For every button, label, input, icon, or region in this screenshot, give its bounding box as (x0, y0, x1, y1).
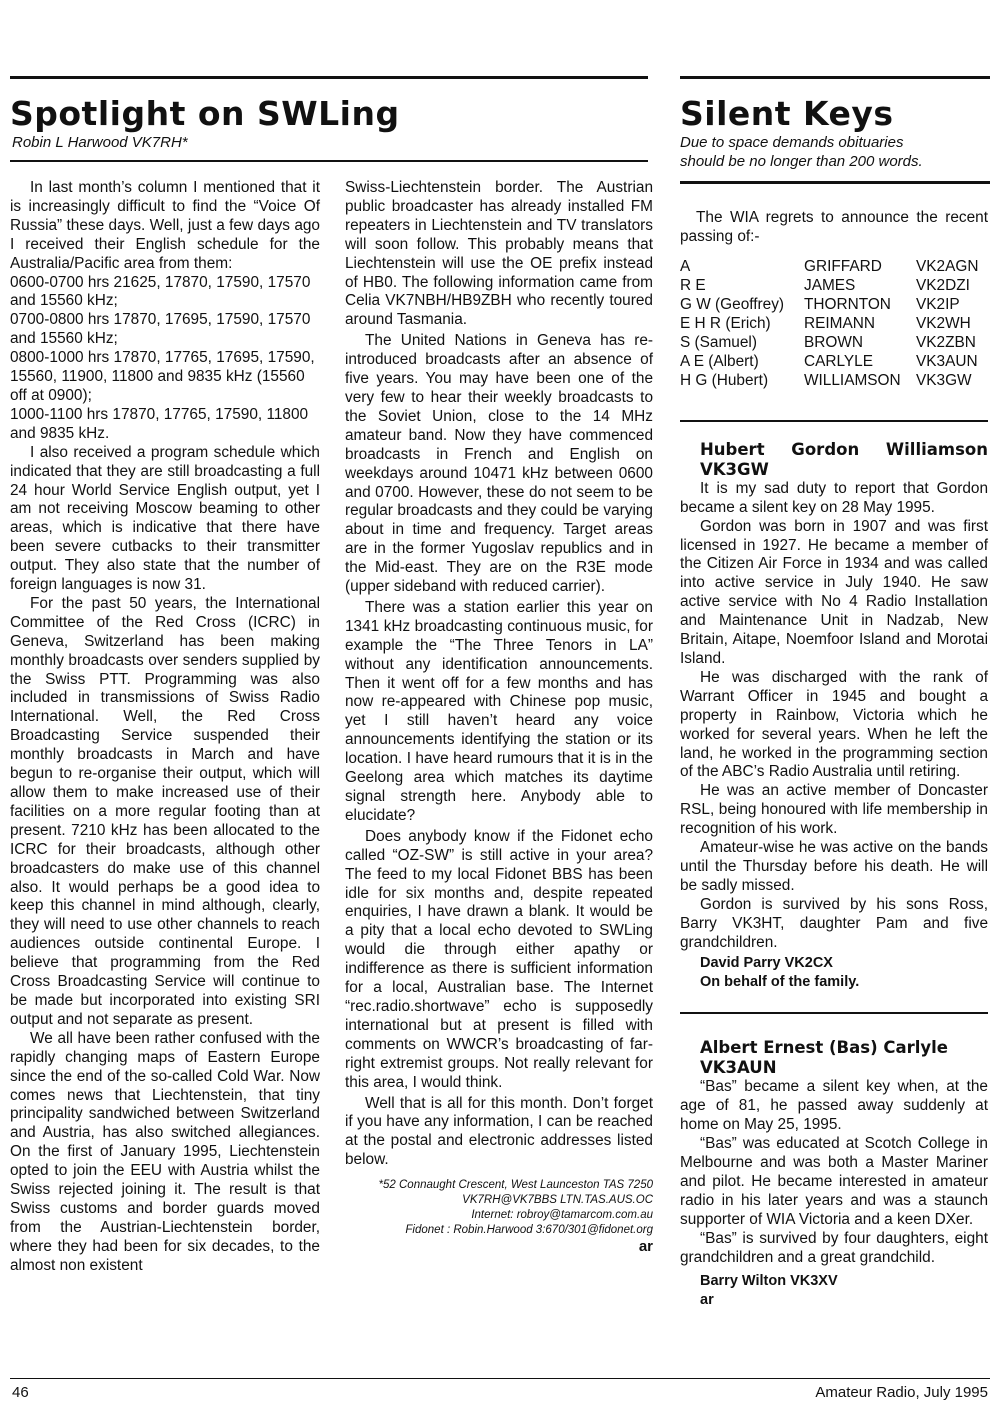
death-call: VK2ZBN (916, 333, 976, 351)
footer-rule (10, 1378, 990, 1379)
death-row (680, 333, 988, 352)
paragraph: Well that is all for this month. Don’t forget if you have any information, I can be reached at the postal and electronic addresses listed below. (345, 1094, 653, 1169)
top-rule-left (10, 76, 648, 79)
schedule-line: 0700-0800 hrs 17870, 17695, 17590, 17570 and 15560 kHz; (10, 311, 311, 348)
silent-keys-column (680, 209, 988, 1310)
publication-name-date: Amateur Radio, July 1995 (815, 1384, 988, 1401)
page-number: 46 (12, 1384, 29, 1401)
death-surname: REIMANN (804, 314, 875, 332)
silent-keys-subtitle-line-2: should be no longer than 200 words. (680, 153, 923, 170)
obit2-heading-line-1: Albert Ernest (Bas) Carlyle (700, 1038, 948, 1058)
spotlight-column-2 (345, 179, 653, 1257)
schedule-line: 1000-1100 hrs 17870, 17765, 17590, 11800 and 9835 kHz. (10, 405, 309, 442)
schedule-line: 0800-1000 hrs 17870, 17765, 17695, 17590, 15560, 11900, 11800 and 9835 kHz (15560 off at 0900); (10, 349, 315, 404)
footnote-line: Internet: robroy@tamarcom.com.au (471, 1209, 653, 1222)
death-row (680, 314, 988, 333)
silent-keys-section-rule (680, 181, 990, 184)
obit1-heading-line-2: VK3GW (700, 459, 769, 479)
death-row (680, 276, 988, 295)
spotlight-column-2-body (345, 179, 653, 1170)
obit2-paragraph: “Bas” is survived by four daughters, eight grandchildren and a great grandchild. (680, 1229, 988, 1266)
spotlight-title: Spotlight on SWLing (10, 94, 400, 133)
death-given: A E (Albert) (680, 352, 759, 370)
obit1-paragraph: Gordon was born in 1907 and was first licensed in 1927. He became a member of the Citizen Air Force in 1934 and was called into active service in July 1940. He saw active service with No 4 Radio Installation and Maintenance Unit in Nadzab, New Britain, Aitape, Noemfoor Island and Morotai Island. (680, 517, 988, 667)
spotlight-byline: Robin L Harwood VK7RH* (12, 134, 188, 151)
death-given: G W (Geoffrey) (680, 295, 785, 313)
obit1-paragraph: Amateur-wise he was active on the bands until the Thursday before his death. He will be sadly missed. (680, 839, 988, 894)
death-given: H G (Hubert) (680, 371, 769, 389)
death-surname: CARLYLE (804, 352, 874, 370)
spotlight-section-rule (10, 160, 648, 162)
death-row (680, 371, 988, 390)
obit1-paragraph: He was discharged with the rank of Warrant Officer in 1945 and bought a property in Rainbow, Victoria which he worked for several years. When he left the land, he worked in the programming section of the ABC’s Radio Australia until retiring. (680, 668, 988, 781)
obit1-signature-line-2: On behalf of the family. (700, 974, 860, 991)
paragraph: The United Nations in Geneva has re-introduced broadcasts after an absence of five years. You may have been one of the very few to hear their weekly broadcasts to the Soviet Union, close to the 14 MHz amateur band. Now they have commenced broadcasts in French and English on weekdays around 10471 kHz between 0600 and 0700. However, these do not seem to be regular broadcasts and they could be varying about in time and frequency. Target areas are in the former Yugoslav republics and in the Mid-east. They are on the R3E mode (upper sideband with reduced carrier). (345, 332, 653, 596)
death-call: VK2AGN (916, 257, 979, 275)
footnote-line: Fidonet : Robin.Harwood 3:670/301@fidonet.org (405, 1224, 653, 1237)
obit1-paragraph: He was an active member of Doncaster RSL, being honoured with life membership in recognition of his work. (680, 782, 988, 838)
death-surname: JAMES (804, 276, 856, 294)
paragraph: In last month’s column I mentioned that it is increasingly difficult to find the “Voice Of Russia” these days. Well, just a few days ago I received their English schedule for the Australia/Pacific area from them: (10, 179, 320, 272)
obit-divider-2 (680, 1012, 988, 1014)
top-rule-right (680, 76, 990, 79)
obit1-heading-line-1: Hubert Gordon Williamson (700, 439, 988, 459)
obit2-signature: Barry Wilton VK3XV (700, 1272, 838, 1289)
silent-keys-title: Silent Keys (680, 94, 894, 133)
death-given: R E (680, 276, 706, 294)
death-call: VK3AUN (916, 352, 978, 370)
end-mark: ar (638, 1238, 653, 1256)
death-surname: WILLIAMSON (804, 371, 901, 389)
obit2-heading-line-2: VK3AUN (700, 1058, 777, 1078)
death-call: VK2WH (916, 314, 971, 332)
obit2-paragraph: “Bas” became a silent key when, at the age of 81, he passed away suddenly at home on May 25, 1995. (680, 1078, 988, 1134)
death-surname: GRIFFARD (804, 257, 882, 275)
silent-keys-intro: The WIA regrets to announce the recent passing of:- (680, 209, 988, 245)
author-address-footnote (345, 1178, 653, 1238)
death-call: VK2IP (916, 295, 960, 313)
obit2-end-mark: ar (700, 1291, 714, 1308)
paragraph: I also received a program schedule which indicated that they are still broadcasting a full 24 hour World Service English output, yet I am not receiving Moscow beaming to other areas, which is indicative that there have been severe cutbacks to their transmitter output. They also state that the number of foreign languages is now 31. (10, 443, 320, 594)
footnote-line: *52 Connaught Crescent, West Launceston TAS 7250 (378, 1179, 653, 1192)
obituary-carlyle (680, 1038, 988, 1309)
death-call: VK2DZI (916, 276, 970, 294)
schedule-line: 0600-0700 hrs 21625, 17870, 17590, 17570 and 15560 kHz; (10, 273, 311, 310)
obit1-signature-line-1: David Parry VK2CX (700, 955, 833, 972)
obit1-paragraph: Gordon is survived by his sons Ross, Barry VK3HT, daughter Pam and five grandchildren. (680, 895, 988, 951)
footnote-line: VK7RH@VK7BBS LTN.TAS.AUS.OC (462, 1194, 653, 1207)
death-row (680, 352, 988, 371)
obit1-body (680, 480, 988, 953)
death-given: S (Samuel) (680, 333, 757, 351)
paragraph: Swiss-Liechtenstein border. The Austrian public broadcaster has already installed FM repeaters in Liechtenstein and TV translators will soon follow. This probably means that Liechtenstein will use the OE prefix instead of HB0. The following information came from Celia VK7NBH/HB9ZBH who recently toured around Tasmania. (345, 179, 653, 329)
death-row (680, 295, 988, 314)
obituary-williamson (680, 440, 988, 993)
death-surname: BROWN (804, 333, 863, 351)
death-given: A (680, 257, 691, 275)
death-given: E H R (Erich) (680, 314, 771, 332)
deaths-table (680, 257, 988, 390)
obit2-paragraph: “Bas” was educated at Scotch College in Melbourne and was both a Master Mariner and pilot. He became interested in amateur radio in his later years and was a staunch supporter of WIA Victoria and a keen DXer. (680, 1135, 988, 1228)
paragraph: Does anybody know if the Fidonet echo called “OZ-SW” is still active in your area? The feed to my local Fidonet BBS has been idle for six months and, despite repeated enquiries, I have drawn a blank. It would be a pity that a local echo devoted to SWLing would die through either apathy or indifference as there is sufficient information for a local, Australian base. The Internet “rec.radio.shortwave” echo is supposedly international but at present is filled with comments on WWCR’s broadcasting of far-right extremist groups. Not really relevant for this area, I would think. (345, 827, 653, 1091)
death-call: VK3GW (916, 371, 972, 389)
spotlight-column-1 (10, 179, 320, 1276)
paragraph: We all have been rather confused with the rapidly changing maps of Eastern Europe since the end of the so-called Cold War. Now comes news that Liechtenstein, that tiny principality sandwiched between Switzerland and Austria, has also switched allegiances. On the first of January 1995, Liechtenstein opted to join the EEU with Austria whilst the Swiss rejected joining it. The result is that Swiss customs and border guards moved from the Austrian-Liechtenstein border, where they had been for six decades, to the almost non existent (10, 1029, 320, 1274)
obit1-paragraph: It is my sad duty to report that Gordon became a silent key on 28 May 1995. (680, 479, 988, 516)
obit2-body (680, 1078, 988, 1267)
death-surname: THORNTON (804, 295, 891, 313)
obit-divider-1 (680, 420, 988, 422)
paragraph: There was a station earlier this year on 1341 kHz broadcasting continuous music, for example the “The Three Tenors in LA” without any identification announcements. Then it went off for a few months and has now re-appeared with Chinese pop music, yet I still haven’t heard any voice announcements identifying the station or its location. I have heard rumours that it is in the Geelong area which matches its daytime signal strength here. Anybody able to elucidate? (345, 598, 653, 824)
paragraph: For the past 50 years, the International Committee of the Red Cross (ICRC) in Geneva, Switzerland has been making monthly broadcasts over senders supplied by the Swiss PTT. Programming was also included in transmissions of Swiss Radio International. Well, the Red Cross Broadcasting Service suspended their monthly broadcasts in March and have begun to re-organise their output, which will allow them to make increased use of their facilities on a more regular footing than at present. 7210 kHz has been allocated to the ICRC for their broadcasts, although other broadcasters do make use of this channel also. It would perhaps be a good idea to keep this channel in mind although, clearly, they will need to use other channels to reach audiences outside continental Europe. I believe that programming from the Red Cross Broadcasting Service will continue to be made but incorporated into existing SRI output and not separate as present. (10, 594, 320, 1028)
silent-keys-subtitle-line-1: Due to space demands obituaries (680, 134, 904, 151)
death-row (680, 257, 988, 276)
